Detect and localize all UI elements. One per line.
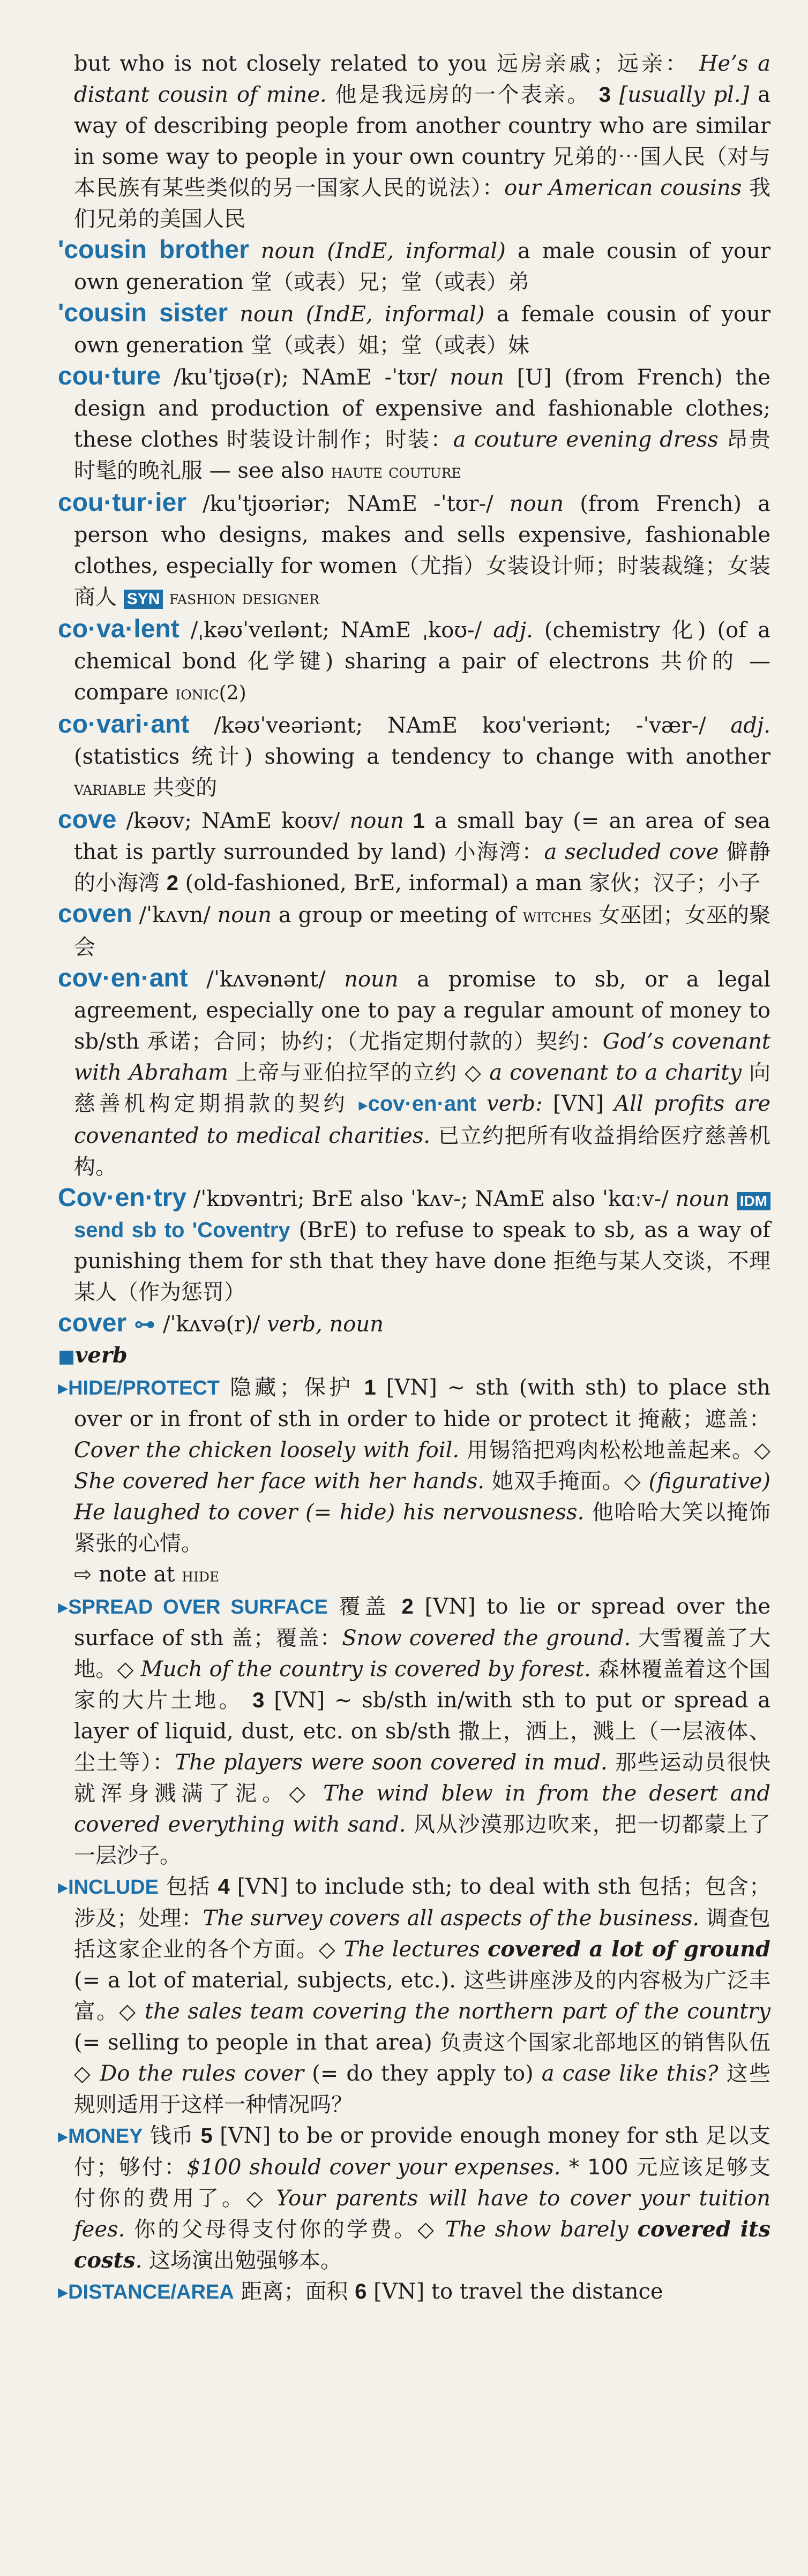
- sense-label: SPREAD OVER SURFACE: [68, 1596, 328, 1618]
- definition: (BrE) to refuse to speak to sb, as a way of punishing them for sth that they have done 拒绝与某人交谈，不理某人（作为惩罚）: [74, 1218, 770, 1305]
- derivative-arrow-icon: ▸: [358, 1094, 368, 1116]
- example-translation: 那些运动员很快就浑身溅满了泥。◇: [74, 1750, 771, 1806]
- usage-label: (IndE, informal): [305, 302, 485, 327]
- note-pointer-icon: ⇨: [74, 1562, 92, 1587]
- entry-coven: [58, 899, 770, 963]
- example: a covenant to a charity: [489, 1060, 742, 1085]
- sense-number: 2: [401, 1595, 414, 1618]
- see-also: — see also: [203, 458, 331, 483]
- sense-number: 3: [598, 83, 611, 107]
- example-translation: 上帝与亚伯拉罕的立约 ◇: [228, 1060, 490, 1085]
- sense-arrow-icon: ▸: [58, 1595, 69, 1618]
- pronunciation: /kuˈtjʊə(r); NAmE -ˈtʊr/: [161, 365, 450, 390]
- example: The players were soon covered in mud.: [175, 1750, 608, 1775]
- synonym-word: fashion designer: [163, 587, 319, 609]
- cross-reference: variable: [74, 778, 146, 800]
- grammar-label: [VN]: [542, 1091, 615, 1116]
- definition: a way of describing people from another country who are similar in some way to people in your own country 兄弟的⋯国人民（对与本民族有某些类似的另一国家人民的说法）：: [74, 82, 771, 200]
- sense-distance-area: [58, 2276, 770, 2308]
- grammar-label: (from French): [564, 492, 742, 516]
- entry-cousin-brother: [58, 235, 771, 298]
- entry-couture: [58, 361, 771, 487]
- example-translation: 用锡箔把鸡肉松松地盖起来。◇: [459, 1438, 771, 1463]
- example-translation: 调查包括这家企业的各个方面。◇: [74, 1906, 771, 1962]
- sense-arrow-icon: ▸: [58, 1875, 69, 1899]
- example: Do the rules cover: [100, 2061, 304, 2086]
- entry-cousin-continued: [74, 48, 770, 235]
- pronunciation: /ˈkʌvn/: [132, 903, 218, 928]
- definition: [VN] to travel the distance: [366, 2279, 663, 2304]
- example-translation: 这些讲座涉及的内容极为广泛丰富。◇: [74, 1968, 770, 2024]
- cousin-sense-text: but who is not closely related to you 远房亲戚；远亲：: [74, 51, 690, 76]
- example: Your parents will have to cover your tuition fees.: [74, 2186, 771, 2242]
- entry-covariant: [58, 709, 770, 804]
- cross-reference: ionic(2): [175, 682, 246, 704]
- headword: 'cousin sister: [58, 299, 228, 327]
- definition: [VN] to include sth; to deal with sth 包括；包含；涉及；处理：: [74, 1874, 770, 1931]
- example-gloss: (= do they apply to): [304, 2061, 542, 2086]
- translation: 共变的: [146, 775, 218, 800]
- idiom-badge: IDM: [737, 1192, 770, 1210]
- sense-number: 1: [364, 1376, 376, 1399]
- definition: [VN] ~ sb/sth in/with sth to put or spread a layer of liquid, dust, etc. on sb/sth 撒上，洒上，溅上（一层液体、尘土等）：: [74, 1688, 771, 1775]
- entry-covalent: [58, 614, 771, 709]
- example-translation: 已立约把所有收益捐给医疗慈善机构。: [74, 1124, 771, 1179]
- example: a case like this?: [541, 2061, 719, 2086]
- definition: a female cousin of your own generation 堂（或表）姐；堂（或表）妹: [74, 302, 771, 358]
- sense-label: MONEY: [68, 2125, 143, 2148]
- example: $100 should cover your expenses.: [186, 2155, 561, 2180]
- example: The survey covers all aspects of the business.: [203, 1906, 700, 1931]
- example-translation: 僻静的小海湾: [74, 840, 770, 895]
- entry-couturier: [58, 487, 770, 614]
- example: She covered her face with her hands.: [74, 1469, 485, 1494]
- idiom-phrase: send sb to 'Coventry: [74, 1218, 290, 1242]
- headword: co·va·lent: [58, 615, 179, 643]
- example-translation: 负责这个国家北部地区的销售队伍 ◇: [74, 2030, 770, 2086]
- headword: coven: [58, 900, 132, 928]
- synonym-badge: SYN: [124, 590, 163, 609]
- example-gloss: (= selling to people in that area): [74, 2030, 432, 2055]
- sense-arrow-icon: ▸: [58, 2124, 69, 2148]
- sense-label-translation: 钱币: [143, 2123, 201, 2148]
- definition: (statistics 统计) showing a tendency to change with another: [74, 744, 770, 769]
- sense-number: 5: [200, 2124, 213, 2148]
- example: (figurative) He laughed to cover (= hide) his nervousness.: [74, 1469, 770, 1525]
- example-translation: 风从沙漠那边吹来，把一切都蒙上了一层沙子。: [74, 1812, 771, 1868]
- entry-coventry: [58, 1182, 770, 1308]
- sense-label-translation: 包括: [158, 1874, 218, 1899]
- example-translation: 昂贵时髦的晚礼服: [74, 427, 771, 483]
- definition: the design and production of expensive and fashionable clothes; these clothes 时装设计制作；时装：: [74, 365, 770, 452]
- cross-reference: haute couture: [331, 461, 461, 483]
- example: He’s a distant cousin of mine.: [74, 51, 771, 107]
- sense-arrow-icon: ▸: [58, 1376, 69, 1399]
- example: Cover the chicken loosely with foil.: [74, 1438, 460, 1463]
- definition: [VN] to be or provide enough money for sth 足以支付；够付：: [74, 2123, 770, 2180]
- example-collocation: covered a lot of ground: [487, 1937, 770, 1962]
- grammar-label: [usually pl.]: [610, 82, 750, 107]
- example: The wind blew in from the desert and covered everything with sand.: [74, 1781, 770, 1837]
- sense-label-translation: 距离；面积: [234, 2279, 355, 2304]
- example-collocation: covered its costs: [74, 2217, 770, 2273]
- part-of-speech: noun: [249, 239, 327, 263]
- headword: cou·ture: [58, 362, 161, 390]
- sense-spread-over-surface: [58, 1591, 771, 1871]
- example-gloss: (= a lot of material, subjects, etc.).: [74, 1968, 456, 1993]
- example-translation: 这些规则适用于这样一种情况吗？: [74, 2061, 770, 2117]
- cross-reference: witches: [522, 905, 592, 927]
- headword: cov·en·ant: [58, 964, 188, 992]
- sense-number: 6: [355, 2280, 367, 2303]
- definition: [VN] ~ sth (with sth) to place sth over or in front of sth in order to hide or protect it 掩蔽；遮盖：: [74, 1375, 770, 1432]
- note-text: note at: [92, 1562, 182, 1587]
- definition: (chemistry 化) (of a chemical bond 化学键) sharing a pair of electrons 共价的 — compare: [74, 618, 771, 705]
- example: Much of the country is covered by forest.: [140, 1657, 591, 1682]
- headword: cover: [58, 1309, 127, 1337]
- sense-label: DISTANCE/AREA: [68, 2281, 234, 2303]
- sense-number: 4: [218, 1875, 230, 1899]
- pos-label: verb: [75, 1343, 128, 1368]
- translation: 女巫团；女巫的聚会: [74, 903, 770, 960]
- pronunciation: /ˈkɒvəntri; BrE also ˈkʌv-; NAmE also ˈkɑːv-/: [186, 1187, 676, 1211]
- example: Snow covered the ground.: [342, 1626, 631, 1651]
- entry-covenant: [58, 963, 771, 1182]
- definition: a small bay (= an area of sea that is partly surrounded by land) 小海湾：: [74, 809, 770, 864]
- pronunciation: /kəʊˈveəriənt; NAmE koʊˈveriənt; -ˈvær-/: [189, 713, 731, 738]
- example-translation: 你的父母得支付你的学费。◇: [125, 2217, 445, 2242]
- part-of-speech: noun: [349, 809, 404, 833]
- example-translation: 我们兄弟的美国人民: [74, 176, 770, 231]
- sense-arrow-icon: ▸: [58, 2280, 69, 2303]
- sense-label-translation: 覆盖: [327, 1594, 402, 1619]
- grammar-label: [U] (from French): [504, 365, 723, 390]
- sense-number: 3: [252, 1689, 265, 1712]
- example-translation: 大雪覆盖了大地。◇: [74, 1626, 770, 1682]
- sense-label: INCLUDE: [68, 1876, 159, 1899]
- pos-heading-verb: [58, 1340, 770, 1372]
- usage-label: (IndE, informal): [327, 239, 506, 263]
- headword: cove: [58, 805, 117, 834]
- example: The show barely: [445, 2217, 638, 2242]
- example-translation: 这场演出勉强够本。: [142, 2248, 342, 2273]
- example: a couture evening dress: [453, 427, 719, 452]
- sense-hide-protect: [58, 1372, 771, 1591]
- headword: Cov·en·try: [58, 1184, 187, 1212]
- definition: a person who designs, makes and sells expensive, fashionable clothes, especially for women（尤指）女装设计师；时装裁缝；女装商人: [74, 492, 770, 609]
- example: .: [135, 2248, 143, 2273]
- key-word-icon: ⊶: [126, 1312, 163, 1337]
- example-translation: * 100 元应该足够支付你的费用了。◇: [74, 2155, 770, 2211]
- entry-cousin-sister: [58, 298, 771, 361]
- example: The lectures: [343, 1937, 488, 1962]
- sense-money: [58, 2120, 771, 2276]
- pronunciation: /ˈkʌvə(r)/: [162, 1312, 267, 1337]
- part-of-speech: adj.: [730, 713, 770, 738]
- part-of-speech: verb:: [476, 1091, 543, 1116]
- example-translation: 她双手掩面。◇: [484, 1469, 649, 1494]
- part-of-speech: adj.: [493, 618, 533, 643]
- entry-cove: [58, 804, 770, 899]
- pronunciation: /kəʊv; NAmE koʊv/: [116, 809, 350, 833]
- sense-label-translation: 隐藏；保护: [219, 1375, 364, 1400]
- example-translation: 他哈哈大笑以掩饰紧张的心情。: [74, 1500, 770, 1556]
- headword: cou·tur·ier: [58, 488, 186, 517]
- headword: 'cousin brother: [58, 236, 249, 264]
- sense-label: HIDE/PROTECT: [68, 1377, 220, 1399]
- example-translation: 他是我远房的一个表亲。: [326, 82, 590, 107]
- derivative-word: cov·en·ant: [368, 1092, 476, 1116]
- definition: a male cousin of your own generation 堂（或表）兄；堂（或表）弟: [74, 239, 771, 295]
- sense-number: 1: [403, 809, 425, 833]
- example: All profits are covenanted to medical charities.: [74, 1091, 771, 1148]
- part-of-speech: noun: [509, 492, 564, 516]
- example-translation: 向慈善机构定期捐款的契约: [74, 1060, 770, 1116]
- cross-reference: hide: [182, 1564, 220, 1586]
- pronunciation: /ˈkʌvənənt/: [188, 967, 345, 992]
- definition: a group or meeting of: [271, 903, 523, 928]
- part-of-speech: noun: [450, 365, 504, 390]
- example: our American cousins: [504, 176, 742, 200]
- part-of-speech: verb, noun: [267, 1312, 384, 1337]
- example: a secluded cove: [544, 840, 719, 864]
- definition: a promise to sb, or a legal agreement, especially one to pay a regular amount of money to sb/sth 承诺；合同；协约；（尤指定期付款的）契约：: [74, 967, 770, 1054]
- square-bullet-icon: ■: [58, 1346, 76, 1367]
- example: the sales team covering the northern part of the country: [145, 1999, 770, 2024]
- example: God’s covenant with Abraham: [74, 1029, 771, 1085]
- headword: co·vari·ant: [58, 710, 190, 739]
- part-of-speech: noun: [344, 967, 399, 992]
- part-of-speech: noun: [217, 903, 272, 928]
- pronunciation: /ˌkəʊˈveɪlənt; NAmE ˌkoʊ-/: [179, 618, 493, 643]
- pronunciation: /kuˈtjʊəriər; NAmE -ˈtʊr-/: [186, 492, 510, 516]
- sense-include: [58, 1871, 771, 2120]
- part-of-speech: noun: [228, 302, 306, 327]
- sense-number: 2: [166, 871, 178, 895]
- definition: (old-fashioned, BrE, informal) a man 家伙；汉子；小子: [178, 871, 760, 895]
- definition: [VN] to lie or spread over the surface of sth 盖；覆盖：: [74, 1594, 770, 1651]
- example-translation: 森林覆盖着这个国家的大片土地。: [74, 1657, 770, 1713]
- entry-cover: [58, 1308, 770, 1340]
- part-of-speech: noun: [675, 1187, 730, 1211]
